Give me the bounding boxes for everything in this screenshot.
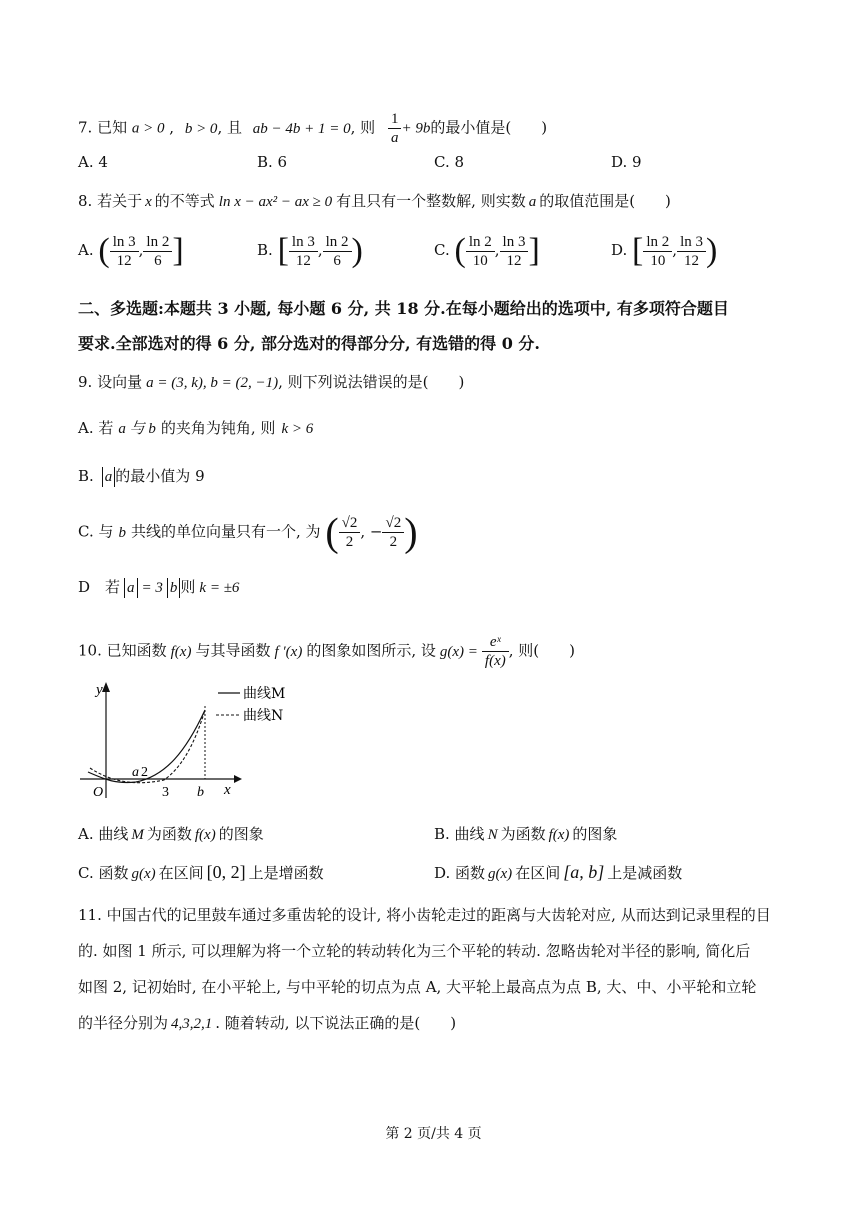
q9-stem: 9. 设向量 a = (3, k), b = (2, −1), 则下列说法错误的是( ) xyxy=(78,373,465,391)
q11-line4: 的半径分别为 4,3,2,1 . 随着转动, 以下说法正确的是( ) xyxy=(78,1014,457,1032)
q9-option-b[interactable]: B. a 的最小值为 9 xyxy=(78,467,205,485)
x-axis-arrow-icon xyxy=(234,775,242,783)
q7-option-d[interactable]: D. 9 xyxy=(611,153,642,171)
y-axis-label: y xyxy=(96,682,103,698)
q8-stem: 8. 若关于 x 的不等式 ln x − ax² − ax ≥ 0 有且只有一个整数解, 则实数 a 的取值范围是( ) xyxy=(78,192,671,210)
q7-option-a[interactable]: A. 4 xyxy=(78,153,108,171)
q7-fraction: $\frac{1}{a}$ xyxy=(388,110,402,147)
section2-line1: 二、多选题:本题共 3 小题, 每小题 6 分, 共 18 分.在每小题给出的选项中, 有多项符合题目 xyxy=(78,299,729,318)
q10-option-d[interactable]: D. 函数 g(x) 在区间 [a, b] 上是减函数 xyxy=(434,862,683,882)
tick-2-label: 2 xyxy=(141,765,148,780)
tick-3-label: 3 xyxy=(162,785,169,800)
q9-option-a[interactable]: A. 若 a 与 b 的夹角为钝角, 则 k > 6 xyxy=(78,419,314,437)
legend-n-label: 曲线N xyxy=(243,708,284,724)
q9-option-c[interactable]: C. 与 b 共线的单位向量只有一个, 为 ( $\frac{√2}{2}$ , − $\frac{√2}{2}$ ) xyxy=(78,509,418,555)
q10-option-a[interactable]: A. 曲线 M 为函数 f(x) 的图象 xyxy=(78,825,264,843)
q10-graph xyxy=(76,676,316,806)
q8-option-d[interactable]: D. [ $\frac{\ln 2}{10}$ , $\frac{\ln 3}{12}$ ) xyxy=(611,232,718,269)
page-footer: 第 2 页/共 4 页 xyxy=(385,1126,482,1142)
q8-option-c[interactable]: C. ( $\frac{\ln 2}{10}$ , $\frac{\ln 3}{12}$ ] xyxy=(434,232,540,269)
q11-line1: 11. 中国古代的记里鼓车通过多重齿轮的设计, 将小齿轮走过的距离与大齿轮对应, 从而达到记录里程的目 xyxy=(78,906,771,924)
q10-stem: 10. 已知函数 f(x) 与其导函数 f ′(x) 的图象如图所示, 设 g(x) = $\frac{\text{eˣ}}{f(x)}$ , 则( ) xyxy=(78,634,575,669)
q7-stem: 7. 已知 a > 0 , b > 0, 且 ab − 4b + 1 = 0, 则 $\frac{1}{a}$ + 9b的最小值是( ) xyxy=(78,111,548,146)
x-axis-label: x xyxy=(224,782,231,798)
q11-line3: 如图 2, 记初始时, 在小平轮上, 与中平轮的切点为点 A, 大平轮上最高点为点 B, 大、中、小平轮和立轮 xyxy=(78,978,757,996)
q9-option-d[interactable]: D 若 a = 3 b 则 k = ±6 xyxy=(78,578,240,596)
q11-line2: 的. 如图 1 所示, 可以理解为将一个立轮的转动转化为三个平轮的转动. 忽略齿轮对半径的影响, 简化后 xyxy=(78,942,751,960)
q10-option-b[interactable]: B. 曲线 N 为函数 f(x) 的图象 xyxy=(434,825,618,843)
q10-option-c[interactable]: C. 函数 g(x) 在区间 [0, 2] 上是增函数 xyxy=(78,862,324,882)
q8-option-a[interactable]: A. ( $\frac{\ln 3}{12}$ , $\frac{\ln 2}{6}$ ] xyxy=(78,232,184,269)
q8-option-b[interactable]: B. [ $\frac{\ln 3}{12}$ , $\frac{\ln 2}{6}$ ) xyxy=(257,232,363,269)
origin-label: O xyxy=(93,785,104,800)
q7-option-b[interactable]: B. 6 xyxy=(257,153,288,171)
point-b-label: b xyxy=(197,785,204,800)
point-a-label: a xyxy=(132,765,139,780)
section2-line2: 要求.全部选对的得 6 分, 部分选对的得部分分, 有选错的得 0 分. xyxy=(78,334,540,353)
legend-m-label: 曲线M xyxy=(243,686,286,702)
q7-option-c[interactable]: C. 8 xyxy=(434,153,465,171)
y-axis-arrow-icon xyxy=(102,682,110,692)
